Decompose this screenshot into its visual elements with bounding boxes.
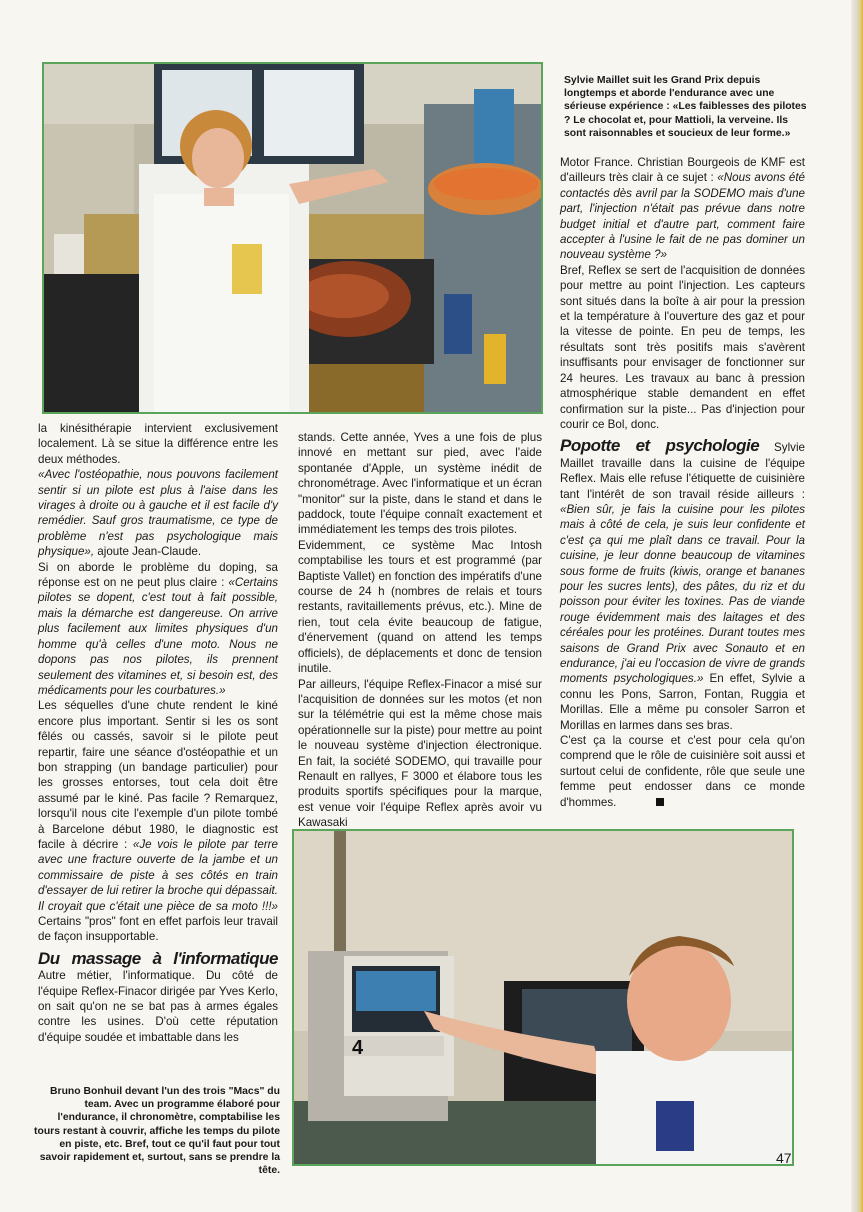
col3-paragraph-1 [560,155,805,263]
end-of-article-mark [656,798,664,806]
mac-screen-number: 4 [352,1037,364,1059]
col2-paragraph-2: Evidemment, ce système Mac Intosh comptabilise les tours et est programmé (par Baptiste Vallet) en fonction des impératifs d'une course de 24 h (nombres de relais et tours restants, ravitaillements prévus, etc.). Mine de rien, tout cela évite beaucoup de fatigue, d'énervement (quand on attend les temps officiels), de déplacements et donc de tension inutile. [298,538,542,676]
photo-computer-illustration [294,831,792,1164]
col1-doping-intro: Si on aborde le problème du doping, sa réponse est on ne peut plus claire : [38,560,278,590]
col1-quote-barcelona: «Je vois le pilote par terre avec une fracture ouverte de la jambe et un commissaire de piste à ses côtés en train d'essayer de lui retirer la broche qui dépassait. Il croyait que c'était une pièce de sa moto !!!» [38,837,278,913]
page-number: 47 [776,1150,792,1166]
article-column-2 [298,430,542,831]
photo-computer-operator [292,829,794,1166]
photo-cook-kitchen [42,62,543,414]
col3-paragraph-4 [560,733,805,810]
col1-paragraph-4 [38,698,278,945]
col1-paragraph-5 [38,948,278,1045]
col2-paragraph-1: stands. Cette année, Yves a une fois de plus innové en mettant sur pied, avec l'aide spontanée d'Apple, un système inédit de chronométrage. Avec l'informatique et un écran "monitor" sur la piste, dans le stand et dans le paddock, toute l'équipe connaît exactement et immédiatement les temps des trois pilotes. [298,431,542,537]
col3-paragraph-2: Bref, Reflex se sert de l'acquisition de données pour mettre au point l'injection. Les capteurs sont situés dans la boîte à air pour la pression et la température à l'ouverture des gaz et pour la vitesse de pointe. En peu de temps, les résultats sont très positifs mais s'avèrent insuffisants pour envisager de fonctionner sur 24 heures. Les travaux au banc à pression atmosphérique stable demandent en effet confirmation sur la piste... Pas d'injection pour courir ce Bol, donc. [560,263,805,431]
col3-quote-sodemo: «Nous avons été contactés dès avril par la SODEMO mais d'une part, l'injection n'était pas prévue dans notre budget initial et d'autre part, comment faire accepter à l'usine le fait de ne pas dominer un nouveau système ?» [560,171,805,262]
subheading-massage: Du massage à l'informatique [38,948,278,968]
photo-cook-kitchen-illustration [44,64,541,412]
article-column-1 [38,421,278,1045]
col3-closing-text: C'est ça la course et c'est pour cela qu'on comprend que le rôle de cuisinière soit aussi et surtout celui de confidente, rôle que seule une femme peut endosser dans ce monde d'hommes. [560,734,805,809]
subheading-popotte: Popotte et psychologie [560,436,760,456]
col1-quote-doping: «Certains pilotes se dopent, c'est tout à fait possible, mais la démarche est dangereuse. On arrive plus facilement aux limites physiques d'un homme qu'à celles d'une moto. Nous ne dopons pas nos pilotes, ils prennent seulement des vitamines et, si besoin est, des médicaments pour les courbatures.» [38,576,279,697]
col1-informatics-text: Autre métier, l'informatique. Du côté de l'équipe Reflex-Finacor dirigée par Yves Kerlo, on sait qu'on ne se bat pas à armes égales contre les usines. D'où cette réputation d'équipe soudée et imbattable dans les [38,969,278,1044]
col1-pros-text: Certains "pros" font en effet parfois leur travail de façon insupportable. [38,915,278,944]
col1-paragraph-1: la kinésithérapie intervient exclusivement localement. Là se situe la différence entre les deux méthodes. [38,422,278,466]
article-column-3 [560,155,805,810]
col1-attribution: ajoute Jean-Claude. [94,545,202,559]
photo-bottom-caption: Bruno Bonhuil devant l'un des trois "Macs" du team. Avec un programme élaboré pour l'endurance, il chronomètre, comptabilise les tours restant à couvrir, affiche les temps du pilote en piste, etc. Bref, tout ce qu'il faut pour tout savoir rapidement et, surtout, sans se prendre la tête. [34,1086,280,1177]
col1-kine-text: Les séquelles d'une chute rendent le kiné encore plus important. Sentir si les os sont fêlés ou cassés, savoir si le pilote peut repartir, faire une séance d'ostéopathie et un bon strapping (un bandage particulier) pour les grosses entorses, tout cela doit être assumé par le kiné. Pas facile ? Remarquez, lorsqu'il nous cite l'exemple d'un pilote tombé à Barcelone début 1980, le diagnostic est facile à décrire : [38,699,278,851]
col3-kmf-text: Motor France. Christian Bourgeois de KMF est d'ailleurs très clair à ce sujet : [560,156,805,185]
col1-quote-osteopathy: «Avec l'ostéopathie, nous pouvons facilement sentir si un pilote est plus à l'aise dans les virages à droite ou à gauche et il est facile d'y remédier. Sauf gros traumatisme, ce type de problème n'est pas psychologique mais physique», [38,468,278,559]
col2-paragraph-3: Par ailleurs, l'équipe Reflex-Finacor a misé sur l'acquisition de données sur les motos (et non sur la télémétrie qui est la même chose mais opérationnelle sur la piste) pour mettre au point le nouveau système d'injection électronique. En fait, la société SODEMO, qui travaille pour Renault en rallyes, F 3000 et élabore tous les produits sportifs spécifiques pour la marque, est venue voir l'équipe Reflex après avoir vu Kawasaki [298,677,542,830]
col3-paragraph-3 [560,438,805,733]
col3-sylvie-riders: En effet, Sylvie a connu les Pons, Sarron, Fontan, Ruggia et Morillas. Elle a même pu consoler Sarron et Morillas en larmes dans ses bras. [560,672,805,732]
col1-paragraph-2 [38,467,278,559]
photo-top-caption: Sylvie Maillet suit les Grand Prix depuis longtemps et aborde l'endurance avec une sérieuse expérience : «Les faiblesses des pilotes ? Le chocolat et, pour Mattioli, la verveine. Ils sont raisonnables et soucieux de leur forme.» [564,75,807,139]
col1-paragraph-3 [38,560,278,699]
page-edge [851,0,863,1212]
col3-sylvie-text: Sylvie Maillet travaille dans la cuisine de l'équipe Reflex. Mais elle refuse l'étiquette de cuisinière tant l'intérêt de son travail réside ailleurs : [560,441,805,501]
col3-quote-cooking: «Bien sûr, je fais la cuisine pour les pilotes mais à côté de cela, je suis leur confidente et c'est ça qui me plaît dans ce travail. Pour la cuisine, je leur donne beaucoup de vitamines sous forme de fruits (kiwis, orange et bananes pour les sucres lents), des pâtes, du riz et du poisson pour éviter les toxines. Pas de viande rouge évidemment mais des laitages et des céréales pour les protéines. Durant toutes mes saisons de Grand Prix avec Sonauto et en endurance, j'ai eu l'occasion de vivre de grands moments psychologiques.» [560,502,805,686]
